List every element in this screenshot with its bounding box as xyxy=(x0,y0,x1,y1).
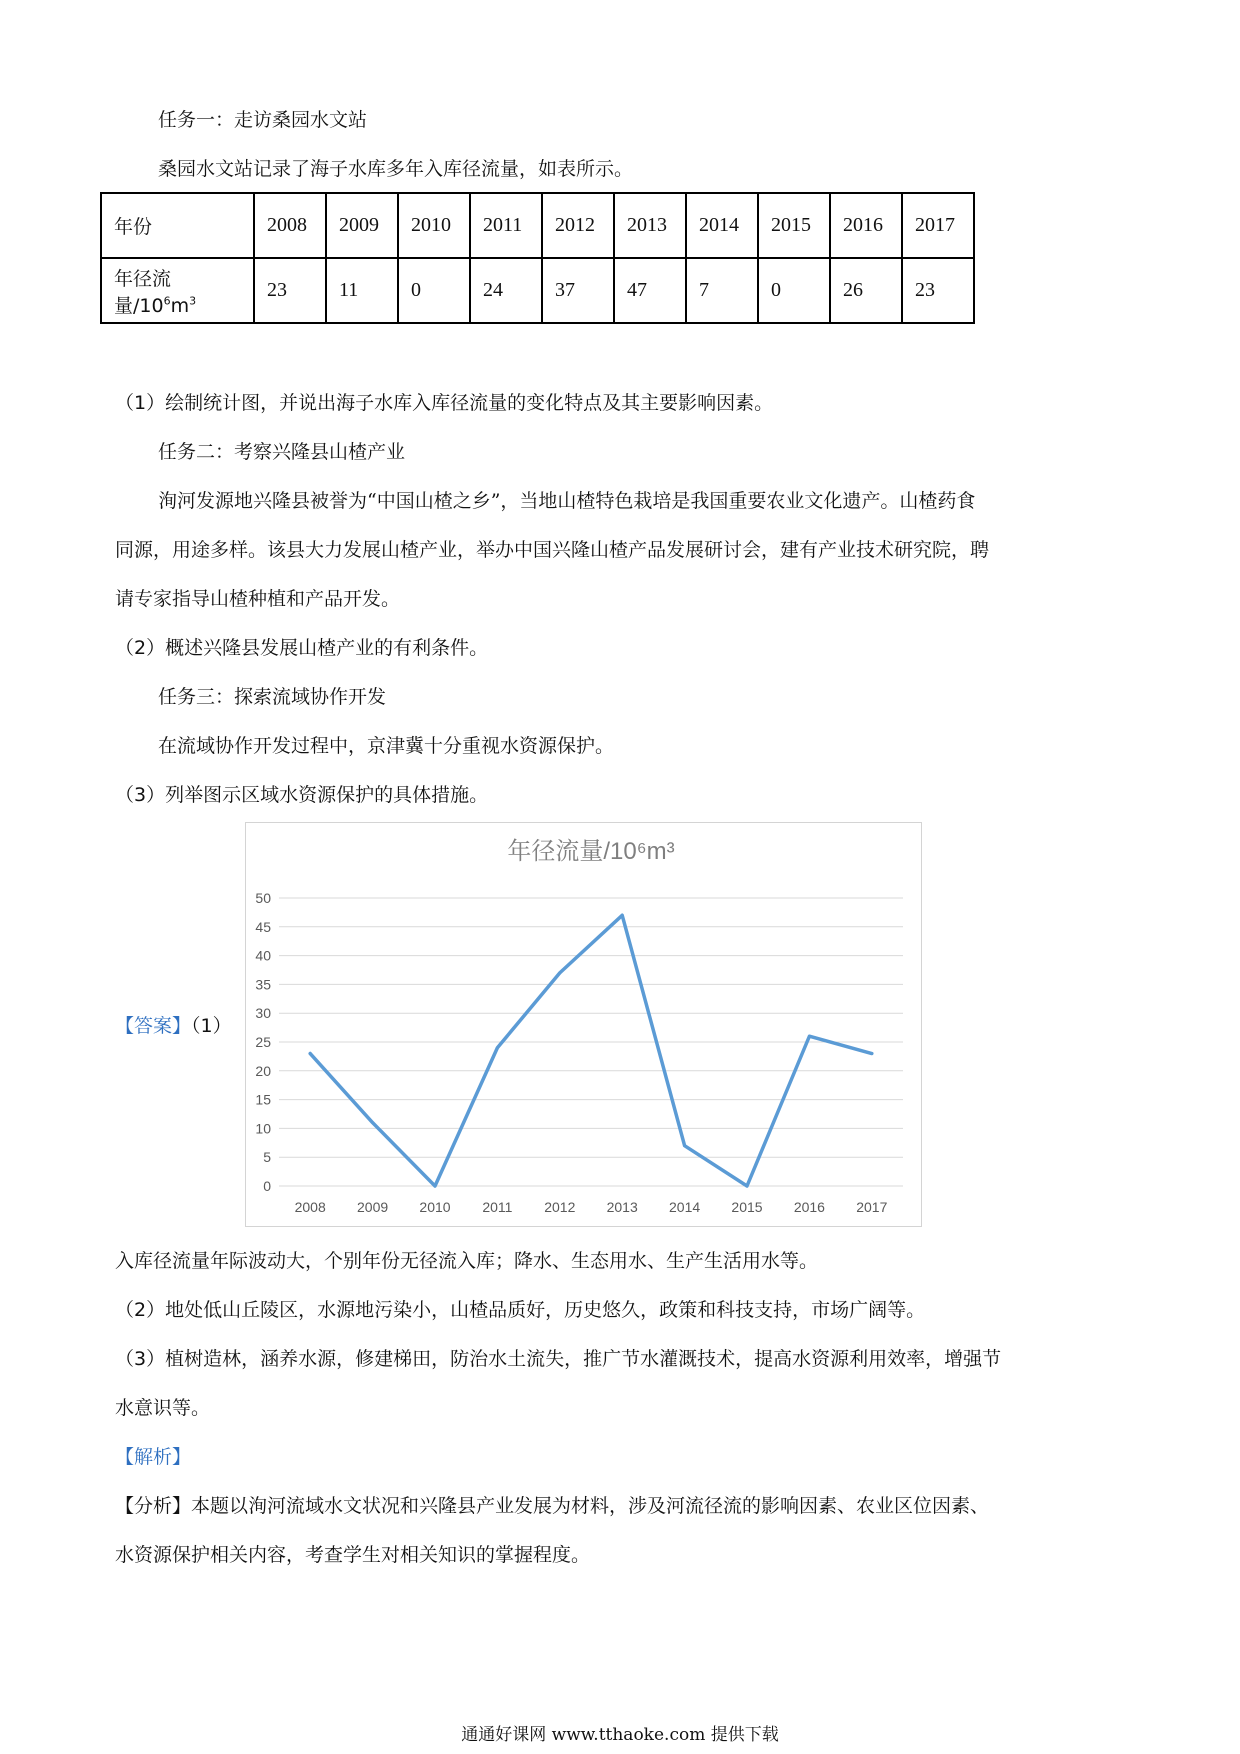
question-1: （1）绘制统计图，并说出海子水库入库径流量的变化特点及其主要影响因素。 xyxy=(115,392,774,414)
task2-heading: 任务二：考察兴隆县山楂产业 xyxy=(158,441,406,463)
y-tick-label: 10 xyxy=(255,1120,271,1137)
question-2: （2）概述兴隆县发展山楂产业的有利条件。 xyxy=(115,637,489,659)
data-point xyxy=(558,971,561,974)
task1-heading: 任务一：走访桑园水文站 xyxy=(158,109,368,131)
y-tick-label: 45 xyxy=(255,918,271,935)
x-tick-label: 2008 xyxy=(294,1199,326,1215)
y-tick-label: 15 xyxy=(255,1091,271,1108)
x-tick-label: 2015 xyxy=(731,1199,763,1215)
task2-paragraph-line: 请专家指导山楂种植和产品开发。 xyxy=(115,588,401,610)
table-cell: 2016 xyxy=(830,193,902,258)
data-point xyxy=(371,1121,374,1124)
table-cell: 2011 xyxy=(470,193,542,258)
y-tick-label: 50 xyxy=(255,890,271,906)
data-point xyxy=(683,1144,686,1147)
y-tick-label: 30 xyxy=(255,1005,271,1022)
table-cell: 2014 xyxy=(686,193,758,258)
task2-paragraph-line: 洵河发源地兴隆县被誉为“中国山楂之乡”，当地山楂特色栽培是我国重要农业文化遗产。山楂药食 xyxy=(158,490,976,512)
question-3: （3）列举图示区域水资源保护的具体措施。 xyxy=(115,784,489,806)
task3-intro: 在流域协作开发过程中，京津冀十分重视水资源保护。 xyxy=(158,735,615,757)
table-cell: 2015 xyxy=(758,193,830,258)
table-cell: 37 xyxy=(542,258,614,323)
table-cell: 47 xyxy=(614,258,686,323)
x-tick-label: 2010 xyxy=(419,1199,451,1215)
data-point xyxy=(621,914,624,917)
x-tick-label: 2016 xyxy=(793,1199,825,1215)
chart-title: 年径流量/10⁶m³ xyxy=(507,838,675,865)
table-cell: 2008 xyxy=(254,193,326,258)
table-cell: 23 xyxy=(254,258,326,323)
table-cell: 2012 xyxy=(542,193,614,258)
answer-3-text-line: （3）植树造林，涵养水源，修建梯田，防治水土流失，推广节水灌溉技术，提高水资源利用效率，增强节 xyxy=(115,1348,1002,1370)
table-row-years xyxy=(101,193,974,258)
y-tick-label: 25 xyxy=(255,1034,271,1050)
x-tick-label: 2011 xyxy=(482,1199,513,1215)
y-tick-label: 20 xyxy=(255,1062,271,1079)
answer-2-text: （2）地处低山丘陵区，水源地污染小，山楂品质好，历史悠久，政策和科技支持，市场广阔等。 xyxy=(115,1299,926,1321)
chart-svg xyxy=(246,823,921,1226)
y-tick-label: 35 xyxy=(255,976,271,993)
runoff-line-chart xyxy=(245,822,922,1227)
answer-tag: 【答案】 xyxy=(115,1015,192,1037)
table-cell: 2009 xyxy=(326,193,398,258)
table-cell: 0 xyxy=(758,258,830,323)
table-cell: 2013 xyxy=(614,193,686,258)
data-point xyxy=(496,1046,499,1049)
data-point xyxy=(808,1035,811,1038)
analysis-line: 水资源保护相关内容，考查学生对相关知识的掌握程度。 xyxy=(115,1544,591,1566)
fenxi-tag: 【分析】 xyxy=(115,1495,192,1517)
task2-paragraph-line: 同源，用途多样。该县大力发展山楂产业，举办中国兴隆山楂产品发展研讨会，建有产业技术研究院，聘 xyxy=(115,539,990,561)
answer-1-text: 入库径流量年际波动大，个别年份无径流入库；降水、生态用水、生产生活用水等。 xyxy=(115,1250,819,1272)
table-header-label: 年份 xyxy=(101,193,254,258)
analysis-tag: 【解析】 xyxy=(115,1446,192,1468)
y-tick-label: 0 xyxy=(263,1178,271,1194)
table-cell: 7 xyxy=(686,258,758,323)
answer-label: （1） xyxy=(191,1015,232,1037)
answer-heading xyxy=(115,1014,232,1038)
analysis-line: 【分析】本题以洵河流域水文状况和兴隆县产业发展为材料，涉及河流径流的影响因素、农业区位因素、 xyxy=(115,1495,990,1517)
x-tick-label: 2012 xyxy=(544,1199,576,1215)
data-point xyxy=(434,1185,437,1188)
data-point xyxy=(870,1052,873,1055)
table-cell: 26 xyxy=(830,258,902,323)
x-tick-label: 2009 xyxy=(357,1199,389,1215)
runoff-table xyxy=(100,192,975,324)
table-cell: 23 xyxy=(902,258,974,323)
y-tick-label: 5 xyxy=(263,1149,271,1166)
task1-intro: 桑园水文站记录了海子水库多年入库径流量，如表所示。 xyxy=(158,158,634,180)
x-tick-label: 2017 xyxy=(856,1199,888,1215)
table-cell: 24 xyxy=(470,258,542,323)
task3-heading: 任务三：探索流域协作开发 xyxy=(158,686,387,708)
table-cell: 0 xyxy=(398,258,470,323)
y-tick-label: 40 xyxy=(255,947,271,964)
table-cell: 11 xyxy=(326,258,398,323)
answer-3-text-line: 水意识等。 xyxy=(115,1397,211,1419)
x-tick-label: 2013 xyxy=(606,1199,638,1215)
table-row-label: 年径流量$/10^6m^3$ xyxy=(101,258,254,323)
page-footer: 通通好课网 www.tthaoke.com 提供下载 xyxy=(461,1725,779,1745)
table-cell: 2017 xyxy=(902,193,974,258)
data-point xyxy=(746,1185,749,1188)
table-cell: 2010 xyxy=(398,193,470,258)
data-point xyxy=(309,1052,312,1055)
table-row-values xyxy=(101,258,974,323)
x-tick-label: 2014 xyxy=(669,1199,701,1215)
